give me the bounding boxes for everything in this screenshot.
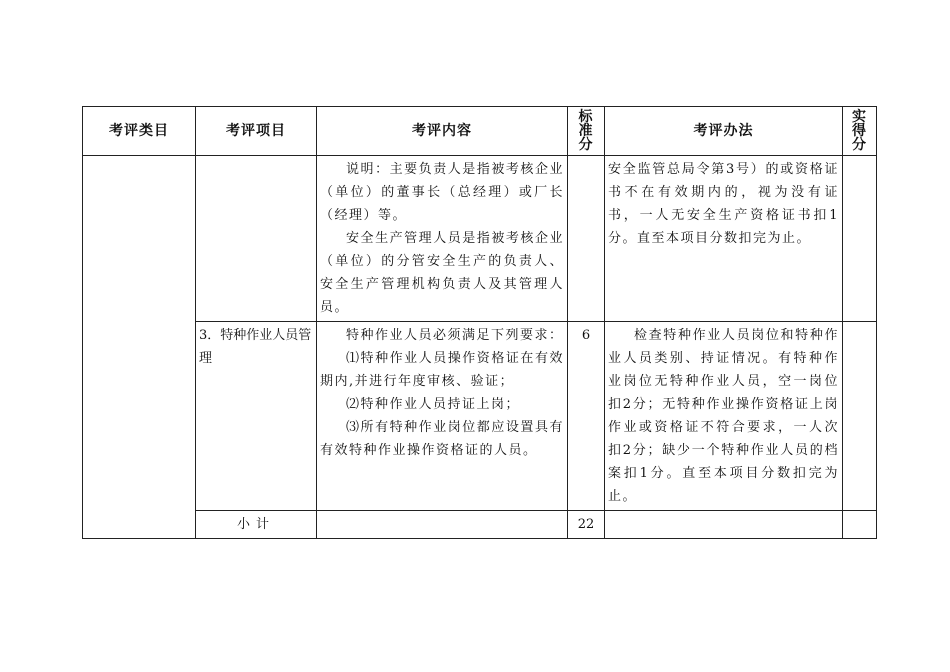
- table-header-row: [83, 107, 877, 156]
- method-cell: [605, 322, 843, 511]
- header-content: 考评内容: [317, 107, 568, 156]
- content-item: ⑵特种作业人员持证上岗；: [346, 397, 521, 412]
- content-cell: [317, 322, 568, 511]
- actual-score-cell: [843, 322, 877, 511]
- item-cell: [196, 322, 317, 511]
- header-method: 考评办法: [605, 107, 843, 156]
- content-item: ⑴特种作业人员操作资格证在有效期内,并进行年度审核、验证；: [320, 351, 564, 389]
- content-paragraph: 安全生产管理人员是指被考核企业（单位）的分管安全生产的负责人、安全生产管理机构负责人及其管理人员。: [320, 231, 564, 315]
- method-cell-continued: [605, 156, 843, 322]
- score-cell-empty: [568, 156, 605, 322]
- header-standard-score: 标 准 分: [568, 107, 605, 156]
- header-actual-score: 实 得 分: [843, 107, 877, 156]
- table-row-special-workers: [83, 322, 877, 511]
- actual-score-cell: [843, 156, 877, 322]
- content-item: ⑶所有特种作业岗位都应设置具有有效特种作业操作资格证的人员。: [320, 420, 564, 458]
- content-paragraph: 说明：主要负责人是指被考核企业（单位）的董事长（总经理）或厂长（经理）等。: [320, 162, 564, 223]
- subtotal-score: 22: [568, 511, 605, 539]
- method-text: 检查特种作业人员岗位和特种作业人员类别、持证情况。有特种作业岗位无特种作业人员，空一岗位扣2分；无特种作业操作资格证上岗作业或资格证不符合要求，一人次扣2分；缺少一个特种作业人员的档案扣1分。直至本项目分数扣完为止。: [608, 328, 839, 504]
- table-row-continued: [83, 156, 877, 322]
- method-text: 安全监管总局令第3号）的或资格证书不在有效期内的，视为没有证书，一人无安全生产资格证书扣1分。直至本项目分数扣完为止。: [608, 162, 839, 246]
- table-row-subtotal: [83, 511, 877, 539]
- subtotal-content-empty: [317, 511, 568, 539]
- content-intro: 特种作业人员必须满足下列要求：: [346, 328, 564, 343]
- content-cell-continued: [317, 156, 568, 322]
- subtotal-method-empty: [605, 511, 843, 539]
- item-cell-empty: [196, 156, 317, 322]
- subtotal-label: 小计: [196, 511, 317, 539]
- evaluation-table: [82, 106, 877, 539]
- category-cell: [83, 156, 196, 539]
- subtotal-actual-empty: [843, 511, 877, 539]
- item-name: 3．特种作业人员管理: [199, 328, 312, 366]
- header-category: 考评类目: [83, 107, 196, 156]
- header-item: 考评项目: [196, 107, 317, 156]
- standard-score-value: 6: [568, 322, 605, 511]
